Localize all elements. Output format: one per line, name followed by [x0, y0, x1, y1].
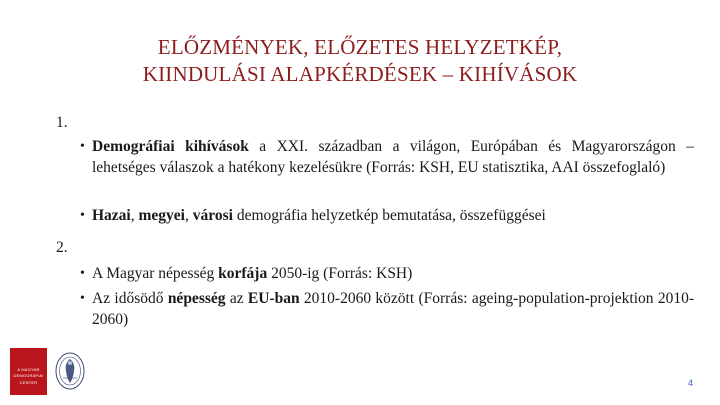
item-3-text: 2050-ig (Forrás: KSH)	[267, 265, 413, 282]
item-4-mid: az	[225, 290, 248, 307]
bullet-dot-icon: •	[80, 139, 85, 154]
item-3-bold: korfája	[218, 265, 268, 282]
item-4-text: 2010-2060 között (Forrás: ageing-population-projektion 2010-2060)	[92, 290, 694, 328]
item-3-pre: A Magyar népesség	[92, 265, 219, 282]
section-1-number: 1.	[56, 114, 68, 131]
logo-text-line-2: DEMOGRÁFIAI	[13, 373, 44, 378]
item-2-text: demográfia helyzetkép bemutatása, összefüggései	[232, 207, 546, 224]
item-1-text: a XXI. században a világon, Európában és Magyarországon – lehetséges válaszok a hatékony kezelésükre (Forrás: KSH, EU statisztika, AAI összefoglaló)	[92, 138, 694, 176]
item-2-sep-1: ,	[130, 207, 139, 224]
section-2-number: 2.	[56, 239, 68, 256]
item-2-bold-3: városi	[192, 207, 233, 224]
bullet-item-demographic-challenges	[80, 136, 694, 178]
bullet-item-population-pyramid	[80, 263, 413, 284]
item-4-bold-2: EU-ban	[247, 290, 300, 307]
item-2-bold-2: megyei	[138, 207, 185, 224]
slide-title	[0, 34, 720, 88]
slide-title-line-1: ELŐZMÉNYEK, ELŐZETES HELYZETKÉP,	[157, 35, 563, 59]
logo-text-line-3: CENTER	[19, 380, 38, 385]
bullet-item-ageing-eu	[80, 288, 694, 330]
item-4-bold-1: népesség	[167, 290, 226, 307]
logo-text-line-1: A MAGYAR	[17, 367, 40, 372]
bullet-item-local-situation	[80, 205, 546, 226]
seal-emblem-icon	[54, 350, 86, 392]
bullet-dot-icon: •	[80, 208, 85, 223]
slide-title-line-2: KIINDULÁSI ALAPKÉRDÉSEK – KIHÍVÁSOK	[142, 62, 578, 86]
item-1-bold: Demográfiai kihívások	[92, 138, 249, 155]
item-2-sep-2: ,	[184, 207, 193, 224]
page-number: 4	[688, 378, 694, 388]
bullet-dot-icon: •	[80, 291, 85, 306]
item-4-pre: Az idősödő	[92, 290, 168, 307]
bullet-dot-icon: •	[80, 266, 85, 281]
institution-logo-icon	[10, 348, 47, 395]
item-2-bold-1: Hazai	[92, 207, 131, 224]
